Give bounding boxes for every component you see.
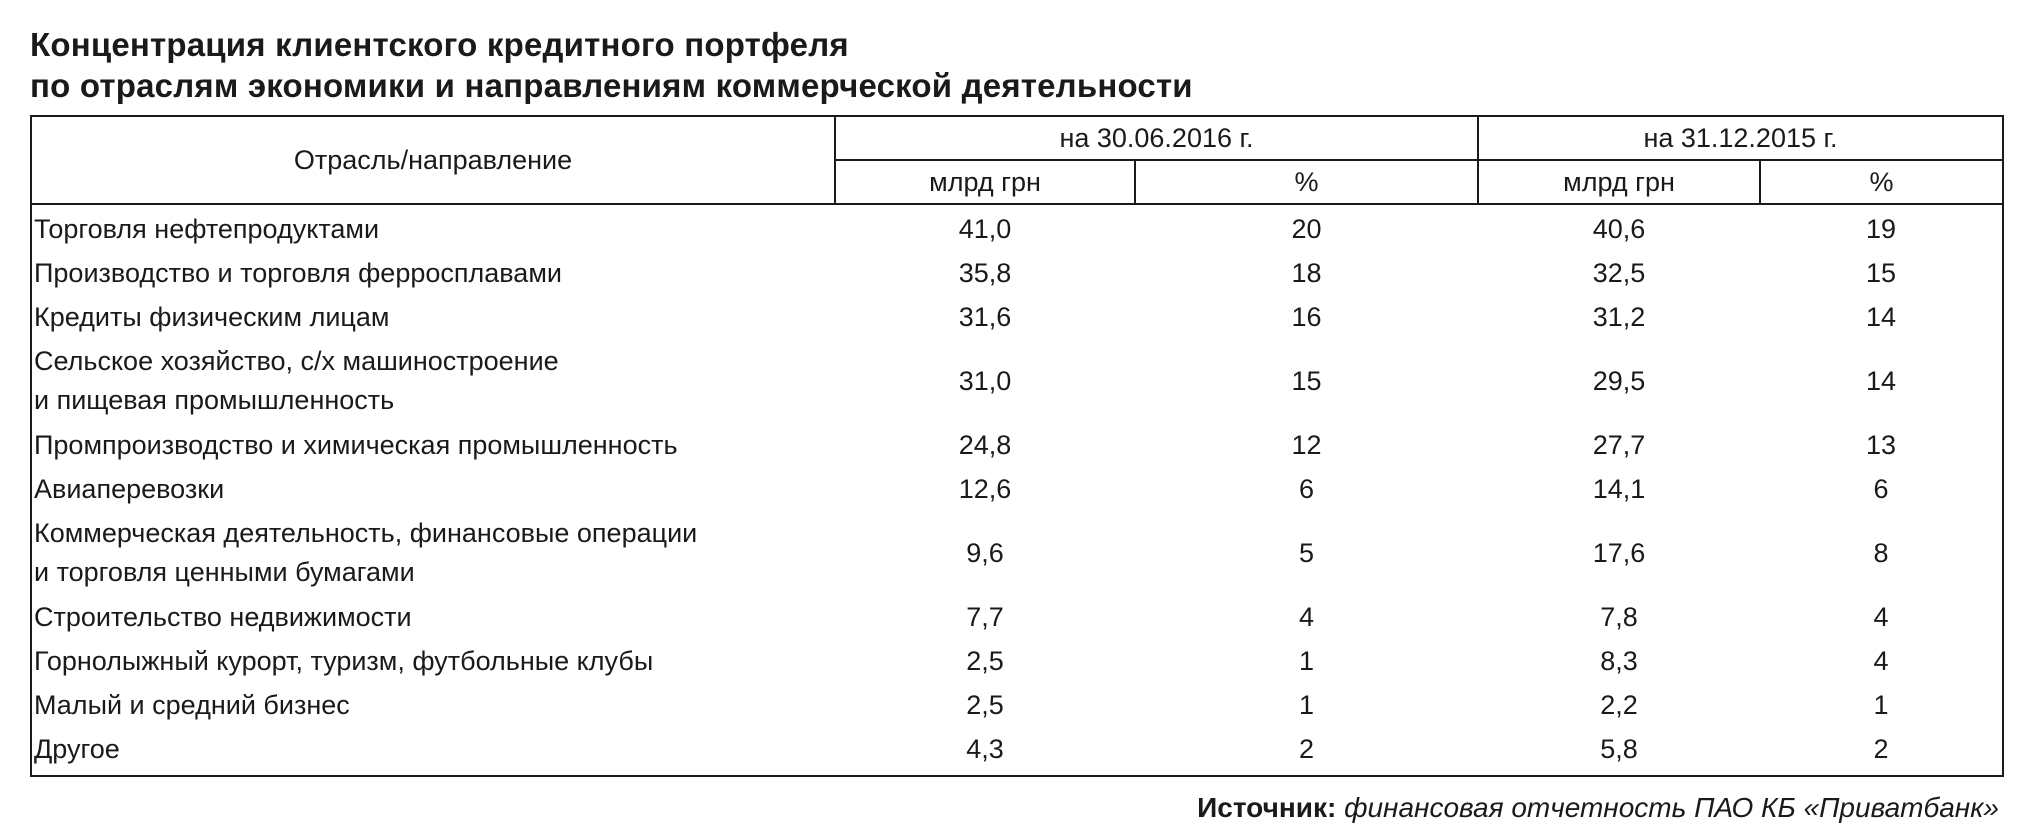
header-period-2015: на 31.12.2015 г. [1478, 116, 2003, 160]
source-note [1197, 792, 1999, 824]
row-sector-name [31, 595, 835, 639]
row-percent-2015: 4 [1873, 645, 1889, 676]
row-amount-2016: 2,5 [966, 645, 1004, 676]
row-percent-2016: 1 [1298, 645, 1315, 676]
table-row [31, 204, 2003, 251]
row-percent-2015: 13 [1865, 429, 1897, 460]
title-line-2: по отраслям экономики и направлениям коммерческой деятельности [30, 67, 1193, 104]
header-percent-2016: % [1135, 160, 1478, 204]
row-sector-name-line: Другое [34, 733, 120, 764]
row-amount-2016: 41,0 [958, 213, 1012, 244]
row-sector-name [31, 467, 835, 511]
header-period-2016: на 30.06.2016 г. [835, 116, 1478, 160]
row-amount-2016: 31,6 [958, 301, 1012, 332]
row-amount-2015: 17,6 [1592, 537, 1646, 568]
table-row [31, 251, 2003, 295]
row-percent-2015: 1 [1873, 689, 1889, 720]
row-percent-2016: 4 [1298, 601, 1315, 632]
header-percent-2015: % [1760, 160, 2003, 204]
row-amount-2015: 40,6 [1592, 213, 1646, 244]
source-label: Источник: [1197, 792, 1337, 823]
row-sector-name [31, 204, 835, 251]
row-sector-name-line: Производство и торговля ферросплавами [34, 257, 562, 288]
row-sector-name [31, 295, 835, 339]
row-amount-2015: 14,1 [1592, 473, 1646, 504]
row-percent-2016: 18 [1291, 257, 1322, 288]
row-sector-name-line-2: и пищевая промышленность [34, 385, 395, 415]
table-row [31, 339, 2003, 423]
row-percent-2015: 15 [1865, 257, 1897, 288]
row-amount-2015: 27,7 [1592, 429, 1646, 460]
row-amount-2016: 4,3 [966, 733, 1004, 764]
row-percent-2015: 8 [1873, 537, 1889, 568]
table-header [31, 116, 2003, 204]
row-percent-2016: 16 [1291, 301, 1322, 332]
row-amount-2015: 29,5 [1592, 365, 1646, 396]
row-percent-2015: 14 [1865, 365, 1897, 396]
row-percent-2015: 6 [1873, 473, 1889, 504]
header-sector: Отрасль/направление [31, 116, 835, 204]
row-percent-2016: 5 [1298, 537, 1315, 568]
table-body [31, 204, 2003, 776]
row-amount-2016: 7,7 [966, 601, 1004, 632]
source-text: финансовая отчетность ПАО КБ «Приватбанк» [1344, 792, 1999, 823]
table-row [31, 683, 2003, 727]
row-amount-2015: 8,3 [1600, 645, 1638, 676]
table-row [31, 423, 2003, 467]
row-amount-2015: 2,2 [1600, 689, 1638, 720]
page-title [30, 24, 1193, 106]
row-percent-2015: 4 [1873, 601, 1889, 632]
table-row [31, 639, 2003, 683]
row-amount-2015: 7,8 [1600, 601, 1638, 632]
row-sector-name-line-2: и торговля ценными бумагами [34, 557, 415, 587]
row-sector-name-line: Промпроизводство и химическая промышленность [34, 429, 678, 460]
row-percent-2015: 14 [1865, 301, 1897, 332]
row-percent-2015: 19 [1865, 213, 1897, 244]
row-sector-name [31, 511, 835, 595]
header-amount-2015: млрд грн [1478, 160, 1760, 204]
row-amount-2016: 2,5 [966, 689, 1004, 720]
row-sector-name [31, 339, 835, 423]
row-amount-2015: 31,2 [1592, 301, 1646, 332]
table-row [31, 295, 2003, 339]
row-amount-2015: 32,5 [1592, 257, 1646, 288]
row-sector-name [31, 683, 835, 727]
row-sector-name-line: Торговля нефтепродуктами [34, 213, 380, 244]
row-sector-name-line: Кредиты физическим лицам [34, 301, 390, 332]
row-amount-2016: 31,0 [958, 365, 1012, 396]
row-sector-name-line: Горнолыжный курорт, туризм, футбольные клубы [34, 645, 654, 676]
table-row [31, 727, 2003, 776]
row-sector-name-line: Авиаперевозки [34, 473, 225, 504]
row-percent-2016: 2 [1298, 733, 1315, 764]
credit-portfolio-table [30, 115, 2004, 777]
row-amount-2016: 24,8 [958, 429, 1012, 460]
row-percent-2016: 20 [1291, 213, 1322, 244]
row-sector-name-line: Малый и средний бизнес [34, 689, 350, 720]
row-percent-2015: 2 [1873, 733, 1889, 764]
row-percent-2016: 1 [1298, 689, 1315, 720]
row-sector-name [31, 251, 835, 295]
row-percent-2016: 12 [1291, 429, 1322, 460]
row-sector-name-line: Строительство недвижимости [34, 601, 412, 632]
row-sector-name [31, 423, 835, 467]
header-row-periods [31, 116, 2003, 160]
row-amount-2016: 9,6 [966, 537, 1004, 568]
row-sector-name-line: Сельское хозяйство, с/х машиностроение [34, 346, 559, 376]
row-amount-2015: 5,8 [1600, 733, 1638, 764]
row-percent-2016: 6 [1298, 473, 1315, 504]
row-sector-name-line: Коммерческая деятельность, финансовые операции [34, 518, 698, 548]
row-sector-name [31, 639, 835, 683]
header-amount-2016: млрд грн [835, 160, 1135, 204]
table-row [31, 511, 2003, 595]
title-line-1: Концентрация клиентского кредитного портфеля [30, 26, 849, 63]
row-percent-2016: 15 [1291, 365, 1322, 396]
table-row [31, 595, 2003, 639]
table-row [31, 467, 2003, 511]
row-sector-name [31, 727, 835, 776]
row-amount-2016: 35,8 [958, 257, 1012, 288]
row-amount-2016: 12,6 [958, 473, 1012, 504]
